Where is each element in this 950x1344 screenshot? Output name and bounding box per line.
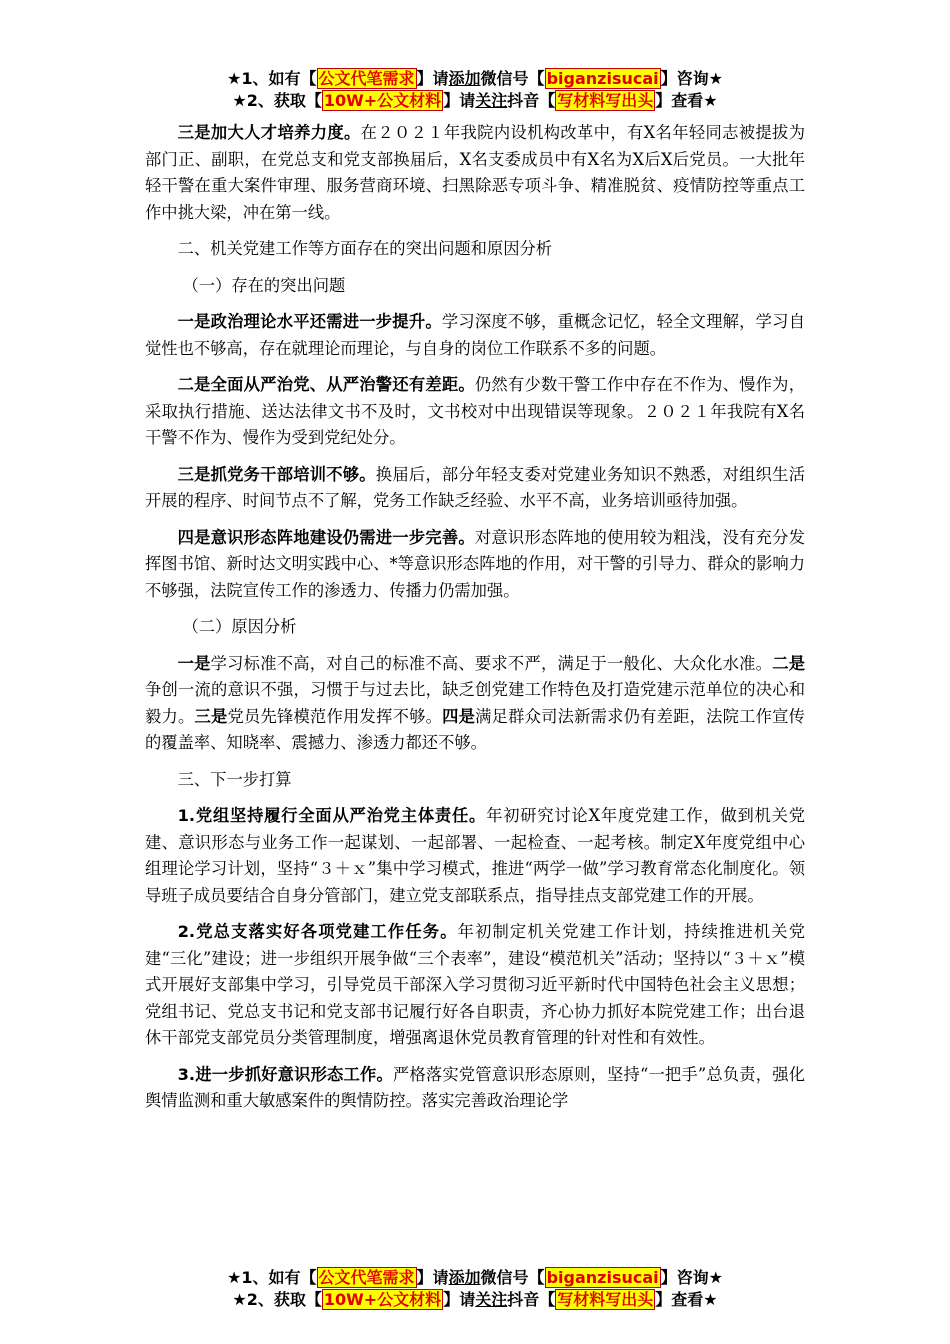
- paragraph-lead: 四是: [442, 706, 476, 726]
- promo-underlined: 关注: [475, 1290, 508, 1309]
- paragraph-problem-2: [145, 372, 805, 452]
- promo-highlight: biganzisucai: [546, 69, 659, 88]
- promo-text: 抖音【: [507, 1290, 556, 1309]
- promo-text: 微信号【: [480, 69, 545, 88]
- paragraph-text: 党员先锋模范作用发挥不够。: [227, 706, 443, 726]
- promo-highlight: 10W+公文材料: [323, 91, 442, 110]
- promo-banner-top: [0, 68, 950, 112]
- promo-text: 】请: [416, 1268, 449, 1287]
- promo-banner-bottom: [0, 1267, 950, 1311]
- paragraph-problem-1: [145, 309, 805, 362]
- promo-highlight: 写材料写出头: [557, 91, 654, 110]
- promo-underlined: 关注: [475, 91, 508, 110]
- document-body: [145, 120, 805, 1115]
- paragraph-plan-2: [145, 919, 805, 1052]
- paragraph-text: 严格落实党管意识形态原则，坚持“一把手”总负责，强化舆情监测和重大敏感案件的舆情防控。落实完善政治理论学: [145, 1064, 805, 1110]
- paragraph-text: 学习深度不够，重概念记忆，轻全文理解，学习自觉性也不够高，存在就理论而理论，与自身的岗位工作联系不多的问题。: [145, 312, 805, 358]
- promo-text: 】咨询★: [660, 69, 723, 88]
- paragraph-text: 年初制定机关党建工作计划，持续推进机关党建“三化”建设；进一步组织开展争做“三个表率”，建设“模范机关”活动；坚持以“３＋ｘ”模式开展好支部集中学习，引导党员干部深入学习贯彻习近平新时代中国特色社会主义思想；党组书记、党总支书记和党支部书记履行好各自职责，齐心协力抓好本院党建工作；出台退休干部党支部党员分类管理制度，增强离退休党员教育管理的针对性和有效性。: [145, 922, 805, 1047]
- section-heading-2: 二、机关党建工作等方面存在的突出问题和原因分析: [177, 239, 553, 258]
- paragraph-lead: 3.进一步抓好意识形态工作。: [177, 1064, 393, 1084]
- promo-text: 】请: [443, 1290, 476, 1309]
- paragraph-lead: 2.党总支落实好各项党建工作任务。: [177, 922, 458, 941]
- paragraph-text: 年初研究讨论X年度党建工作，做到机关党建、意识形态与业务工作一起谋划、一起部署、一起检查、一起考核。制定X年度党组中心组理论学习计划，坚持“３＋ｘ”集中学习模式，推进“两学一做”学习教育常态化制度化。领导班子成员要结合自身分管部门，建立党支部联系点，指导挂点支部党建工作的开展。: [145, 806, 806, 905]
- promo-text: 】咨询★: [660, 1268, 723, 1287]
- paragraph-lead: 1.党组坚持履行全面从严治党主体责任。: [177, 806, 487, 825]
- promo-text: ★1、如有【: [227, 1268, 317, 1287]
- paragraph-text: 换届后，部分年轻支委对党建业务知识不熟悉，对组织生活开展的程序、时间节点不了解，党务工作缺乏经验、水平不高，业务培训亟待加强。: [145, 464, 805, 510]
- paragraph-lead: 一是政治理论水平还需进一步提升。: [177, 312, 442, 331]
- promo-highlight: 公文代笔需求: [318, 1268, 415, 1287]
- paragraph-lead: 二是全面从严治党、从严治警还有差距。: [177, 375, 475, 394]
- paragraph-problem-4: [145, 525, 805, 605]
- promo-line-1: [0, 1267, 950, 1289]
- promo-text: 抖音【: [507, 91, 556, 110]
- promo-text: 】请: [416, 69, 449, 88]
- paragraph-talent: [145, 120, 805, 226]
- paragraph-text: 满足群众司法新需求仍有差距，法院工作宣传的覆盖率、知晓率、震撼力、渗透力都还不够。: [145, 706, 805, 752]
- promo-highlight: biganzisucai: [546, 1268, 659, 1287]
- paragraph-causes: [145, 651, 805, 757]
- paragraph-text: 在２０２１年我院内设机构改革中，有X名年轻同志被提拔为部门正、副职，在党总支和党支部换届后，X名支委成员中有X名为X后X后党员。一大批年轻干警在重大案件审理、服务营商环境、扫黑除恶专项斗争、精准脱贫、疫情防控等重点工作中挑大梁，冲在第一线。: [145, 123, 805, 222]
- promo-text: 】请: [443, 91, 476, 110]
- subsection-heading-problems: （一）存在的突出问题: [182, 275, 346, 295]
- promo-text: ★2、获取【: [232, 91, 322, 110]
- promo-text: ★1、如有【: [227, 69, 317, 88]
- promo-highlight: 公文代笔需求: [318, 69, 415, 88]
- promo-underlined: 添加: [448, 69, 481, 88]
- promo-underlined: 添加: [448, 1268, 481, 1287]
- promo-line-2: [0, 1289, 950, 1311]
- paragraph-text: 仍然有少数干警工作中存在不作为、慢作为，采取执行措施、送达法律文书不及时，文书校对中出现错误等现象。２０２１年我院有X名干警不作为、慢作为受到党纪处分。: [145, 375, 805, 447]
- paragraph-problem-3: [145, 462, 805, 515]
- promo-text: 微信号【: [480, 1268, 545, 1287]
- paragraph-text: 争创一流的意识不强，习惯于与过去比，缺乏创党建工作特色及打造党建示范单位的决心和毅力。: [145, 680, 805, 726]
- promo-highlight: 10W+公文材料: [323, 1290, 442, 1309]
- paragraph-lead: 四是意识形态阵地建设仍需进一步完善。: [177, 527, 475, 547]
- section-heading-3: 三、下一步打算: [177, 769, 292, 789]
- subsection-heading-causes: （二）原因分析: [182, 617, 297, 636]
- paragraph-lead: 一是: [177, 653, 211, 673]
- paragraph-lead: 二是: [772, 653, 805, 673]
- promo-line-2: [0, 90, 950, 112]
- promo-text: 】查看★: [655, 91, 718, 110]
- promo-text: ★2、获取【: [232, 1290, 322, 1309]
- paragraph-lead: 三是加大人才培养力度。: [177, 123, 361, 142]
- paragraph-lead: 三是抓党务干部培训不够。: [177, 464, 376, 484]
- promo-line-1: [0, 68, 950, 90]
- promo-text: 】查看★: [655, 1290, 718, 1309]
- promo-highlight: 写材料写出头: [557, 1290, 654, 1309]
- paragraph-text: 学习标准不高，对自己的标准不高、要求不严，满足于一般化、大众化水准。: [210, 653, 773, 673]
- paragraph-plan-1: [145, 803, 805, 909]
- paragraph-lead: 三是: [194, 706, 228, 726]
- paragraph-plan-3: [145, 1062, 805, 1115]
- paragraph-text: 对意识形态阵地的使用较为粗浅，没有充分发挥图书馆、新时达文明实践中心、*等意识形态阵地的作用，对干警的引导力、群众的影响力不够强，法院宣传工作的渗透力、传播力仍需加强。: [145, 527, 805, 600]
